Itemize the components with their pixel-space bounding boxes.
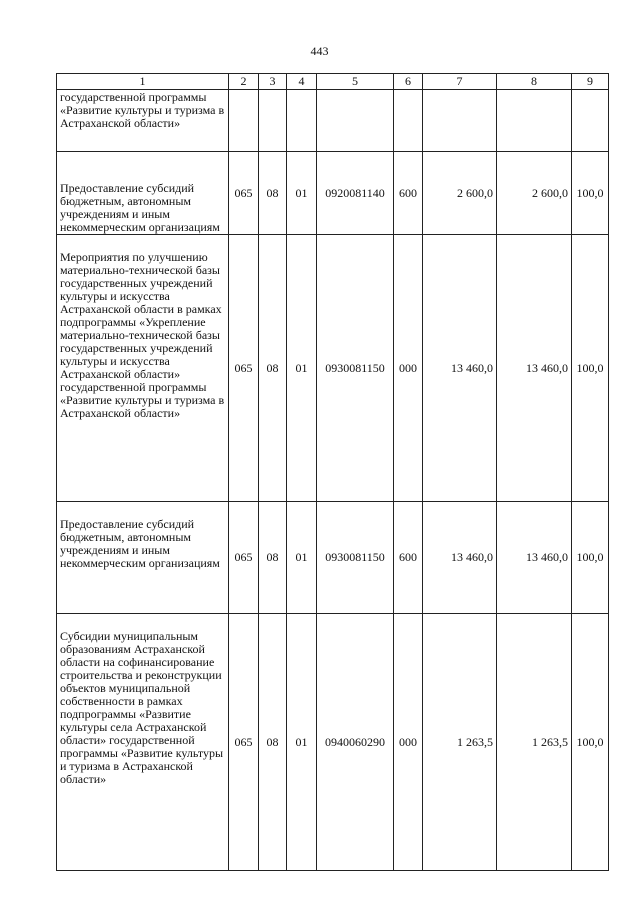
table-row — [57, 614, 609, 871]
cell-planned-amount: 13 460,0 — [423, 235, 497, 502]
cell-section: 08 — [259, 614, 287, 871]
cell-expense-type: 000 — [394, 614, 423, 871]
header-col-5: 5 — [317, 74, 394, 90]
header-col-3: 3 — [259, 74, 287, 90]
cell-actual-amount: 13 460,0 — [497, 502, 572, 614]
cell-target-article: 0930081150 — [317, 235, 394, 502]
row-description: Мероприятия по улучшению материально-технической базы государственных учреждений культуры и искусства Астраханской области в рамках подпрограммы «Укрепление материально-технической базы государственных учреждений культуры и искусства Астраханской области» государственной программы «Развитие культуры и туризма в Астраханской области» — [57, 235, 229, 502]
cell-expense-type: 600 — [394, 502, 423, 614]
cell-target-article: 0940060290 — [317, 614, 394, 871]
cell-admin-code: 065 — [229, 152, 259, 235]
cell-percent: 100,0 — [572, 235, 609, 502]
cell-admin-code: 065 — [229, 235, 259, 502]
cell-subsection: 01 — [287, 614, 317, 871]
cell-actual-amount: 2 600,0 — [497, 152, 572, 235]
cell-actual-amount: 13 460,0 — [497, 235, 572, 502]
cell-subsection: 01 — [287, 152, 317, 235]
header-col-7: 7 — [423, 74, 497, 90]
cell-planned-amount — [423, 90, 497, 152]
cell-expense-type: 000 — [394, 235, 423, 502]
cell-subsection: 01 — [287, 235, 317, 502]
row-description: Предоставление субсидий бюджетным, автономным учреждениям и иным некоммерческим организациям — [57, 502, 229, 614]
cell-section: 08 — [259, 502, 287, 614]
cell-percent — [572, 90, 609, 152]
cell-target-article — [317, 90, 394, 152]
cell-planned-amount: 2 600,0 — [423, 152, 497, 235]
table-row — [57, 152, 609, 235]
page-number: 443 — [310, 44, 329, 58]
cell-expense-type: 600 — [394, 152, 423, 235]
cell-section — [259, 90, 287, 152]
cell-planned-amount: 1 263,5 — [423, 614, 497, 871]
cell-actual-amount: 1 263,5 — [497, 614, 572, 871]
cell-admin-code — [229, 90, 259, 152]
cell-section: 08 — [259, 152, 287, 235]
row-description: Предоставление субсидий бюджетным, автономным учреждениям и иным некоммерческим организациям — [57, 152, 229, 235]
header-col-6: 6 — [394, 74, 423, 90]
row-description: государственной программы «Развитие культуры и туризма в Астраханской области» — [57, 90, 229, 152]
table-row — [57, 502, 609, 614]
header-row — [57, 74, 609, 90]
cell-percent: 100,0 — [572, 502, 609, 614]
cell-percent: 100,0 — [572, 614, 609, 871]
cell-admin-code: 065 — [229, 614, 259, 871]
row-description: Субсидии муниципальным образованиям Астраханской области на софинансирование строительства и реконструкции объектов муниципальной собственности в рамках подпрограммы «Развитие культуры села Астраханской области» государственной программы «Развитие культуры и туризма в Астраханской области» — [57, 614, 229, 871]
header-col-2: 2 — [229, 74, 259, 90]
cell-admin-code: 065 — [229, 502, 259, 614]
cell-target-article: 0930081150 — [317, 502, 394, 614]
header-col-4: 4 — [287, 74, 317, 90]
cell-target-article: 0920081140 — [317, 152, 394, 235]
cell-section: 08 — [259, 235, 287, 502]
cell-subsection — [287, 90, 317, 152]
header-col-8: 8 — [497, 74, 572, 90]
header-col-1: 1 — [57, 74, 229, 90]
cell-actual-amount — [497, 90, 572, 152]
header-col-9: 9 — [572, 74, 609, 90]
budget-table — [56, 73, 609, 871]
cell-subsection: 01 — [287, 502, 317, 614]
cell-percent: 100,0 — [572, 152, 609, 235]
cell-expense-type — [394, 90, 423, 152]
table-row — [57, 90, 609, 152]
cell-planned-amount: 13 460,0 — [423, 502, 497, 614]
table-row — [57, 235, 609, 502]
